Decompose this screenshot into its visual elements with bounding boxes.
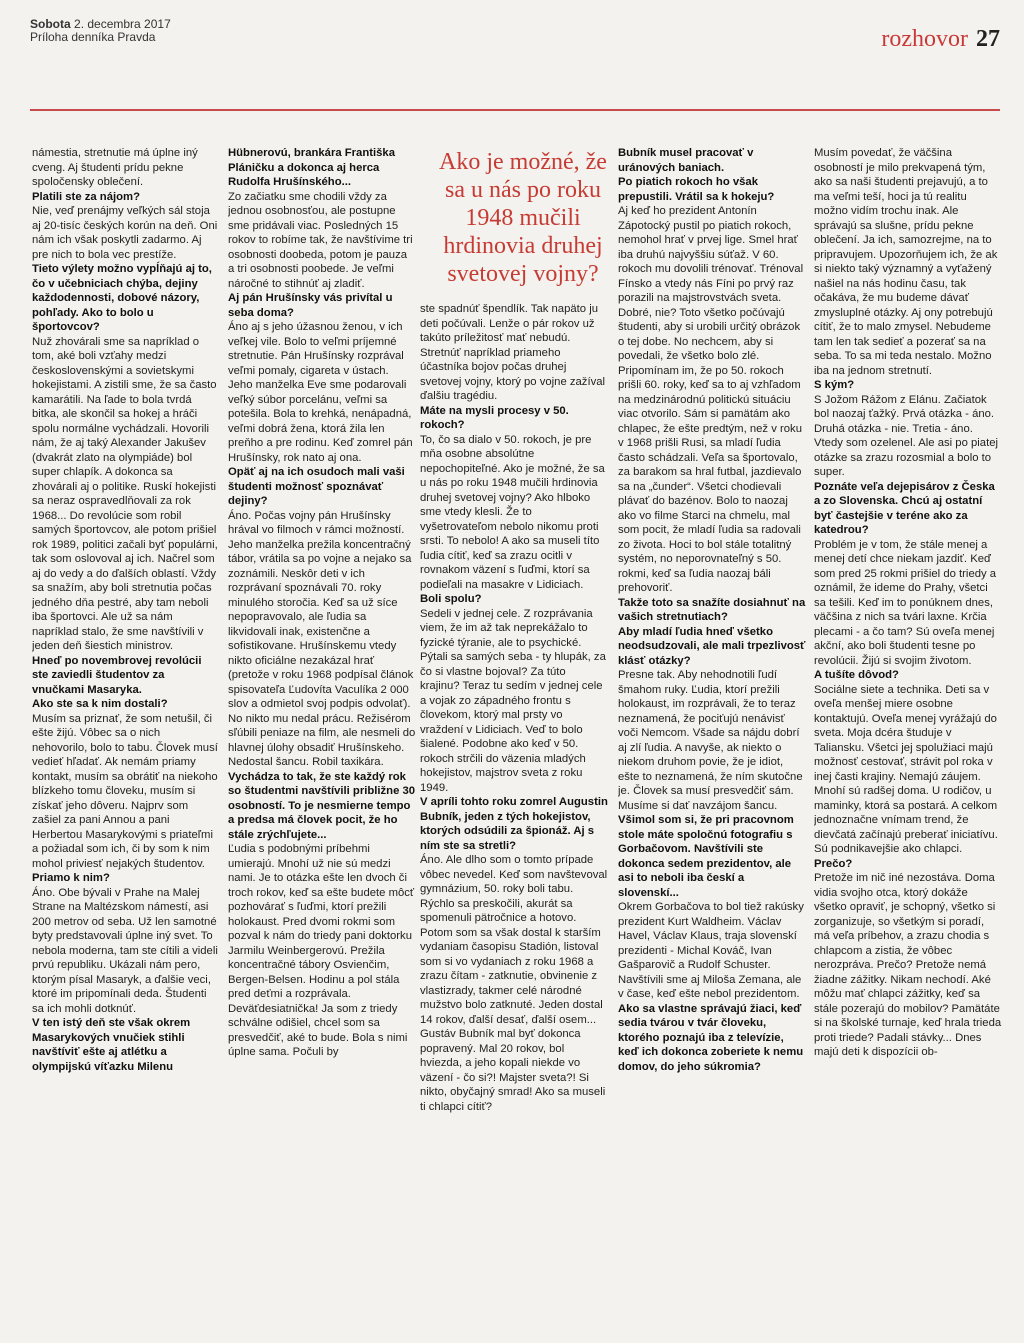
section-header: [881, 26, 1000, 53]
answer-paragraph: Áno. Ale dlho som o tomto prípade vôbec nevedel. Keď som navštevoval gymnázium, 50. roky boli tabu. Rýchlo sa preskočili, akurát sa spomenuli pätročnice a hotovo. Potom som sa však dostal k starším vydaniam časopisu Stadión, listoval som si vo vydaniach z roku 1968 a zrazu čítam - zatknutie, obvinenie z vlastizrady, takmer celé národné mužstvo bolo zatknuté. Jeden dostal 14 rokov, ďalší desať, ďalší osem... Gustáv Bubník mal byť dokonca popravený. Mal 20 rokov, bol hviezda, a jeho kopali niekde vo väzení - čo si?! Majster sveta?! Si nikto, obyčajný smrad! Ako sa museli ti chlapci cítiť?: [420, 854, 608, 1113]
interview-question: Priamo k nim?: [32, 872, 110, 884]
article-column-4: [618, 146, 806, 1336]
answer-paragraph: ste spadnúť špendlík. Tak napäto ju deti počúvali. Lenže o pár rokov už takúto príležitosť mať nebudú. Stretnúť napríklad priameho účastníka bojov počas druhej svetovej vojny, ktorý po vojne zažíval ďalšiu tragédiu.: [420, 303, 606, 402]
interview-question: V ten istý deň ste však okrem Masarykových vnučiek stihli navštíviť ešte aj atlétku a olympijskú víťazku Milenu: [32, 1017, 191, 1073]
answer-paragraph: Nuž zhovárali sme sa napríklad o tom, aké boli vzťahy medzi československými a sovietskymi hokejistami. A zistili sme, že sa často kamarátili. Na ľade to bola tvrdá bitka, ale skončil sa hokej a hráči spolu normálne vychádzali. Hovorili nám, že aj taký Alexander Jakušev (dvakrát zlato na olympiáde) bol super chlapík. A dokonca sa zhovárali aj o politike. Ruskí hokejisti sa neraz ospravedlňovali za rok 1968... Do revolúcie som robil samých športovcov, ale potom prišiel rok 1989, politici začali byť populárni, tak som oslovoval aj ich. Načrel som aj do vedy a do ďalších oblastí. Vždy sa snažím, aby boli stretnutia počas jedného dňa pestré, aby tam neboli iba športovci. Ale už sa nám napríklad stalo, že sme navštívili v jeden deň šiestich ministrov.: [32, 335, 218, 652]
interview-question: Takže toto sa snažíte dosiahnuť na vašich stretnutiach?: [618, 596, 806, 623]
interview-question: Ako ste sa k nim dostali?: [32, 698, 168, 710]
interview-question: S kým?: [814, 379, 855, 391]
interview-question: A tušíte dôvod?: [814, 669, 899, 681]
interview-question: Platili ste za nájom?: [32, 190, 140, 203]
interview-question: Hübnerovú, brankára Františka Pláničku a dokonca aj herca Rudolfa Hrušínského...: [228, 147, 395, 188]
answer-paragraph: Ľudia s podobnými príbehmi umierajú. Mnohí už nie sú medzi nami. Je to otázka ešte len dvoch či troch rokov, keď sa ešte budete môcť pozhovárať s ľuďmi, ktorí prežili holokaust. Pred dvomi rokmi som pozval k nám do triedy pani doktorku Jarmilu Weinbergerovú. Prežila koncentračné tábory Osvienčim, Bergen-Belsen. Hodinu a pol stála pred deťmi a rozprávala. Deväťdesiatnička! Ja som z triedy schválne odišiel, chcel som sa presvedčiť, aké to bude. Bola s nimi úplne sama. Počuli by: [228, 843, 415, 1058]
masthead: [30, 18, 171, 44]
article-column-3: [420, 302, 608, 1336]
interview-question: Všimol som si, že pri pracovnom stole máte spoločnú fotografiu s Gorbačovom. Navštívili ste dokonca sedem prezidentov, ale asi to neboli iba českí a slovenskí...: [618, 814, 794, 899]
answer-paragraph: Musím povedať, že väčšina osobností je milo prekvapená tým, ako sa naši študenti prejavujú, a to ma veľmi teší, hoci ja tú realitu možno vidím trochu inak. Ale správajú sa slušne, prídu pekne oblečení. Ja ich, samozrejme, na to pripravujem. Upozorňujem ich, že ak si niekto taký významný a vyťažený našiel na nás hodinu času, tak očakáva, že mu budeme dávať zmysluplné otázky. Aj ony potrebujú cítiť, že to malo zmysel. Nebudeme tam len tak sedieť a pozerať sa na seba. To sa mi teda nestalo. Možno iba na jednom stretnutí.: [814, 147, 998, 377]
answer-paragraph: To, čo sa dialo v 50. rokoch, je pre mňa osobne absolútne nepochopiteľné. Ako je možné, že sa u nás po roku 1948 mučili hrdinovia druhej svetovej vojny? Ako hlboko sme vtedy klesli. Že to vyšetrovateľom nebolo nikomu proti srsti. To nebolo! A ako sa museli títo ľudia cítiť, keď sa zrazu ocitli v rovnakom väzení s ľuďmi, ktorí sa podieľali na masakre v Lidiciach.: [420, 433, 605, 591]
supplement-line: Príloha denníka Pravda: [30, 30, 156, 44]
interview-question: Aby mladí ľudia hneď všetko neodsudzovali, ale mali trpezlivosť klásť otázky?: [618, 625, 806, 667]
answer-paragraph: Zo začiatku sme chodili vždy za jednou osobnosťou, ale postupne sme pridávali viac. Posledných 15 rokov to robíme tak, že navštívime tri osobnosti doobeda, potom je pauza a tri osobnosti poobede. Je veľmi náročné to stihnúť aj zladiť.: [228, 190, 413, 290]
interview-question: Prečo?: [814, 857, 853, 870]
issue-date: 2. decembra 2017: [74, 17, 171, 31]
pull-quote: Ako je možné, že sa u nás po roku 1948 mučili hrdinovia druhej svetovej vojny?: [439, 149, 607, 287]
article-column-5: [814, 146, 1002, 1336]
answer-paragraph: S Jožom Rážom z Elánu. Začiatok bol naozaj ťažký. Prvá otázka - áno. Druhá otázka - nie. Tretia - áno. Vtedy som ozelenel. Ale asi po piatej otázke sa zrazu rozosmial a bolo to super.: [814, 393, 998, 478]
interview-question: V apríli tohto roku zomrel Augustin Bubník, jeden z tých hokejistov, ktorých odsúdili za špionáž. Aj s ním ste sa stretli?: [420, 796, 608, 852]
answer-paragraph: Problém je v tom, že stále menej a menej detí chce niekam jazdiť. Keď som pred 25 rokmi prišiel do triedy a oznámil, že ideme do Prahy, všetci sa tešili. Keď im to ponúknem dnes, väčšina z nich sa tvári laxne. Krčia plecami - a čo tam? Sú oveľa menej akční, ako boli študenti tesne po revolúcii. Žijú si svojim životom.: [814, 538, 997, 667]
interview-question: Boli spolu?: [420, 593, 482, 605]
answer-paragraph: Presne tak. Aby nehodnotili ľudí šmahom ruky. Ľudia, ktorí prežili holokaust, im rozprávali, že to teraz neznamená, že pociťujú nenávisť voči Nemcom. Všade sa nájdu dobrí aj zlí ľudia. A navyše, ak niekto o niekom druhom povie, že je idiot, ešte to neznamená, že ním skutočne je. Človek sa musí presvedčiť sám. Musíme si dať navzájom šancu.: [618, 669, 803, 812]
interview-question: Poznáte veľa dejepisárov z Česka a zo Slovenska. Chcú aj ostatní byť častejšie v teréne ako za katedrou?: [814, 480, 995, 536]
answer-paragraph: Okrem Gorbačova to bol tiež rakúsky prezident Kurt Waldheim. Václav Havel, Václav Klaus, traja slovenskí prezidenti - Michal Kováč, Ivan Gašparovič a Rudolf Schuster. Navštívili sme aj Miloša Zemana, ale v čase, keď ešte nebol prezidentom.: [618, 901, 804, 1000]
interview-question: Opäť aj na ich osudoch mali vaši študenti možnosť spoznávať dejiny?: [228, 466, 405, 507]
interview-question: Hneď po novembrovej revolúcii ste zaviedli študentov za vnučkami Masaryka.: [32, 654, 202, 696]
interview-question: Aj pán Hrušínsky vás privítal u seba doma?: [228, 292, 393, 319]
article-column-2: [228, 146, 416, 1336]
interview-question: Bubník musel pracovať v uránových baniach.: [618, 147, 754, 174]
answer-paragraph: Áno. Počas vojny pán Hrušínsky hrával vo filmoch v rámci možností. Jeho manželka prežila koncentračný tábor, vrátila sa po vojne a nejako sa zoznámili. Neskôr deti v ich rozprávaní spoznávali 70. roky minulého storočia. Keď sa už síce nepopravovalo, ale ľudia sa likvidovali inak, existenčne a sofistikovane. Hrušínskemu vtedy nikto oficiálne nezakázal hrať (pretože v roku 1968 podpísal článok spisovateľa Ľudovíta Vaculíka 2 000 slov a odmietol svoj podpis odvolať). No nikto mu nedal prácu. Režisérom sľúbili peniaze na film, ale nesmeli do hlavnej úlohy obsadiť Hrušínskeho. Nedostal šancu. Robil taxikára.: [228, 509, 416, 768]
page-number: 27: [976, 26, 1000, 52]
interview-question: Ako sa vlastne správajú žiaci, keď sedia tvárou v tvár človeku, ktorého poznajú iba z televízie, keď ich dokonca zoberiete k nemu domov, do jeho súkromia?: [618, 1002, 804, 1073]
article-column-1: [32, 146, 218, 1336]
answer-paragraph: Aj keď ho prezident Antonín Zápotocký pustil po piatich rokoch, nemohol hrať v prvej lige. Smel hrať iba druhú najvyššiu súťaž. V 60. rokoch mu dovolili trénovať. Trénoval Fínsko a vtedy nás Fíni po prvý raz porazili na majstrovstvách sveta. Dobré, nie? Toto všetko počúvajú študenti, aby si urobili určitý obrázok o tej dobe. No nechcem, aby si povedali, že všetko bolo zlé. Pripomínam im, že po 50. rokoch prišli 60. roky, keď sa to aj vzhľadom na medzinárodnú politickú situáciu viac otvorilo. Sám si pamätám ako chlapec, že ešte predtým, než v roku v 1968 prišli Rusi, sa mladí ľudia často schádzali. Veľa sa športovalo, za barakom sa hral futbal, jazdievalo sa na „čunder“. Všetci chodievali plávať do bazénov. Bolo to naozaj ako vo filme Starci na chmelu, mal som pocit, že mladí ľudia sa radovali zo života. Hoci to bol stále totalitný systém, no neporovnateľný s 50. rokmi, keď sa ľudia naozaj báli prehovoriť.: [618, 205, 804, 594]
answer-paragraph: Sociálne siete a technika. Deti sa v oveľa menšej miere osobne kontaktujú. Oveľa menej vyrážajú do sveta. Moja dcéra študuje v Taliansku. Všetci jej spolužiaci majú možnosť cestovať, strávit pol roka v inej časti krajiny. Nemajú záujem. Mnohí sú radšej doma. U rodičov, u maminky, ktorá sa postará. A celkom jednoznačne vnímam trend, že dievčatá začínajú preberať iniciatívu. Sú podnikavejšie ako chlapci.: [814, 683, 998, 855]
answer-paragraph: Pretože im nič iné nezostáva. Doma vidia svojho otca, ktorý dokáže všetko opraviť, je schopný, všetko si zorganizuje, so všetkým si poradí, má veľa príbehov, a zrazu chodia s chlapcom a zistia, že vôbec nerozpráva. Prečo? Pretože nemá žiadne zážitky. Nikam nechodí. Aké môžu mať chlapci zážitky, keď sa stále pozerajú do mobilov? Pamätáte si na školské turnaje, keď hrala trieda proti triede? Padali stávky... Dnes majú deti k dispozícii ob-: [814, 872, 1002, 1058]
interview-question: Máte na mysli procesy v 50. rokoch?: [420, 404, 569, 431]
answer-paragraph: námestia, stretnutie má úplne iný cveng. Aj študenti prídu pekne spoločensky oblečení.: [32, 147, 198, 188]
section-name: rozhovor: [881, 26, 968, 52]
interview-question: Vychádza to tak, že ste každý rok so študentmi navštívili približne 30 osobností. To je nesmierne tempo a predsa má človek pocit, že ho stále zrýchľujete...: [228, 770, 416, 841]
interview-question: Po piatich rokoch ho však prepustili. Vrátil sa k hokeju?: [618, 176, 775, 203]
answer-paragraph: Áno aj s jeho úžasnou ženou, v ich veľkej vile. Bolo to veľmi príjemné stretnutie. Pán Hrušínsky rozprával veľmi pomaly, cigareta v ústach. Jeho manželka Eve sme podarovali veľký súbor porcelánu, veľmi sa potešila. Bola to krehká, nenápadná, veľmi dobrá žena, ktorá žila len preňho a pre rodinu. Keď zomrel pán Hrušínsky, rok nato aj ona.: [228, 321, 413, 464]
answer-paragraph: Musím sa priznať, že som netušil, či ešte žijú. Vôbec sa o nich nehovorilo, bolo to tabu. Človek musí vedieť hľadať. Ak nemám priamy kontakt, musím sa obrátiť na niekoho blízkeho tomu človeku, musím si získať jeho dôveru. Najprv som zašiel za pani Annou a pani Herbertou Masarykovými s priateľmi a požiadal som ich, či by som k nim mohol priviesť nejakých študentov.: [32, 712, 218, 870]
header-rule: [30, 109, 1000, 111]
answer-paragraph: Áno. Obe bývali v Prahe na Malej Strane na Maltézskom námestí, asi 200 metrov od seba. Už len samotné byty predstavovali úplne iný svet. To nebola moderna, tam ste cítili a videli prvú republiku. Ukázali nám pero, ktorým písal Masaryk, a ďalšie veci, ktoré im pripomínali deda. Študenti sa ich mohli dotknúť.: [32, 886, 218, 1015]
interview-question: Tieto výlety možno vypĺňajú aj to, čo v učebniciach chýba, dejiny každodennosti, dobové názory, pohľady. Ako to bolo u športovcov?: [32, 263, 212, 333]
answer-paragraph: Sedeli v jednej cele. Z rozprávania viem, že im až tak neprekážalo to fyzické týranie, ale to psychické. Pýtali sa samých seba - ty hlupák, za čo si vlastne bojoval? Za túto krajinu? Teraz tu sedím v jednej cele a vojak zo západného frontu s človekom, ktorý mal prsty vo vraždení v Lidiciach. Veď to bolo šialené. Podobne ako keď v 50. rokoch strčili do väzenia mladých hokejistov, majstrov sveta z roku 1949.: [420, 607, 606, 794]
answer-paragraph: Nie, veď prenájmy veľkých sál stoja aj 20-tisíc českých korún na deň. Oni nám ich však poskytli zadarmo. Aj pre nich to bola vec prestíže.: [32, 205, 218, 261]
issue-day: Sobota: [30, 17, 71, 31]
